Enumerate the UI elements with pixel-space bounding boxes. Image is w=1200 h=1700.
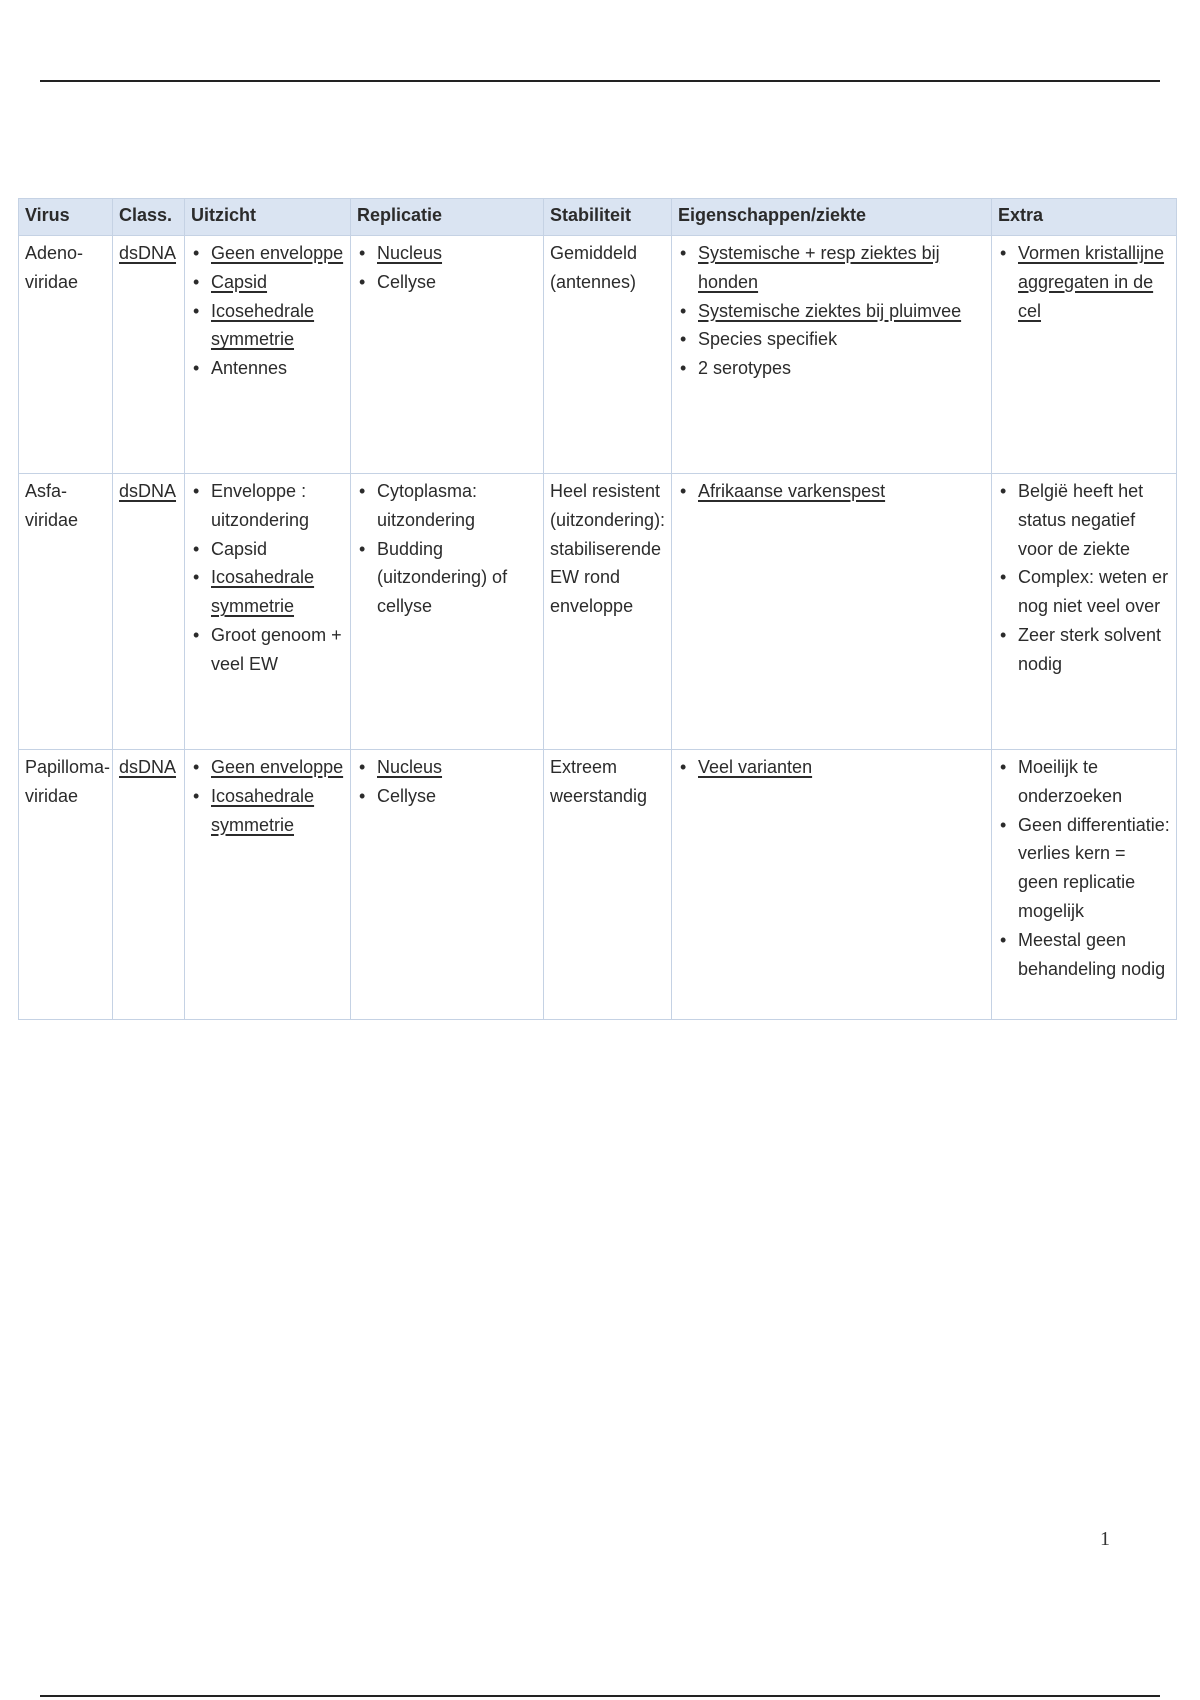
header-class: Class. (113, 199, 185, 236)
uitzicht-list (191, 239, 344, 383)
list-item: • Veel varianten (698, 753, 985, 782)
list-item: • Zeer sterk solvent nodig (1018, 621, 1170, 679)
cell-replicatie (351, 236, 544, 474)
eigenschappen-list (678, 239, 985, 383)
list-item: • België heeft het status negatief voor de ziekte (1018, 477, 1170, 563)
cell-virus: Adeno-viridae (19, 236, 113, 474)
footer-rule (40, 1695, 1160, 1697)
cell-replicatie (351, 750, 544, 1020)
list-item: • Moeilijk te onderzoeken (1018, 753, 1170, 811)
list-item: • Budding (uitzondering) of cellyse (377, 535, 537, 621)
list-item: • Systemische + resp ziektes bij honden (698, 239, 985, 297)
list-item: • 2 serotypes (698, 354, 985, 383)
virus-table (18, 198, 1177, 1020)
replicatie-list (357, 477, 537, 621)
header-replicatie: Replicatie (351, 199, 544, 236)
header-virus: Virus (19, 199, 113, 236)
list-item: • Systemische ziektes bij pluimvee (698, 297, 985, 326)
list-item: • Capsid (211, 535, 344, 564)
list-item: • Enveloppe : uitzondering (211, 477, 344, 535)
cell-eigenschappen (672, 474, 992, 750)
header-extra: Extra (992, 199, 1177, 236)
cell-extra (992, 236, 1177, 474)
class-value: dsDNA (119, 757, 177, 777)
list-item: • Vormen kristallijne aggregaten in de cel (1018, 239, 1170, 325)
replicatie-list (357, 753, 537, 811)
cell-eigenschappen (672, 236, 992, 474)
uitzicht-list (191, 753, 344, 839)
cell-virus: Asfa-viridae (19, 474, 113, 750)
cell-class (113, 236, 185, 474)
cell-uitzicht (185, 750, 351, 1020)
header-stabiliteit: Stabiliteit (544, 199, 672, 236)
list-item: • Cytoplasma: uitzondering (377, 477, 537, 535)
extra-list (998, 477, 1170, 679)
class-value: dsDNA (119, 243, 177, 263)
list-item: • Geen differentiatie: verlies kern = geen replicatie mogelijk (1018, 811, 1170, 926)
list-item: • Afrikaanse varkenspest (698, 477, 985, 506)
cell-stabiliteit: Extreem weerstandig (544, 750, 672, 1020)
list-item: • Antennes (211, 354, 344, 383)
list-item: • Icosahedrale symmetrie (211, 782, 344, 840)
list-item: • Nucleus (377, 753, 537, 782)
uitzicht-list (191, 477, 344, 679)
eigenschappen-list (678, 753, 985, 782)
list-item: • Icosahedrale symmetrie (211, 563, 344, 621)
table-header-row (19, 199, 1177, 236)
class-value: dsDNA (119, 481, 177, 501)
header-eigenschappen: Eigenschappen/ziekte (672, 199, 992, 236)
cell-eigenschappen (672, 750, 992, 1020)
extra-list (998, 753, 1170, 983)
replicatie-list (357, 239, 537, 297)
table-row (19, 474, 1177, 750)
extra-list (998, 239, 1170, 325)
cell-uitzicht (185, 474, 351, 750)
list-item: • Species specifiek (698, 325, 985, 354)
eigenschappen-list (678, 477, 985, 506)
list-item: • Geen enveloppe (211, 239, 344, 268)
cell-virus: Papilloma-viridae (19, 750, 113, 1020)
cell-replicatie (351, 474, 544, 750)
list-item: • Cellyse (377, 268, 537, 297)
list-item: • Complex: weten er nog niet veel over (1018, 563, 1170, 621)
list-item: • Groot genoom + veel EW (211, 621, 344, 679)
table-row (19, 750, 1177, 1020)
list-item: • Geen enveloppe (211, 753, 344, 782)
list-item: • Meestal geen behandeling nodig (1018, 926, 1170, 984)
header-uitzicht: Uitzicht (185, 199, 351, 236)
cell-class (113, 750, 185, 1020)
cell-uitzicht (185, 236, 351, 474)
table-row (19, 236, 1177, 474)
cell-stabiliteit: Gemiddeld (antennes) (544, 236, 672, 474)
page-number: 1 (1100, 1528, 1110, 1550)
list-item: • Icosehedrale symmetrie (211, 297, 344, 355)
list-item: • Capsid (211, 268, 344, 297)
list-item: • Nucleus (377, 239, 537, 268)
list-item: • Cellyse (377, 782, 537, 811)
cell-extra (992, 474, 1177, 750)
header-rule (40, 80, 1160, 82)
cell-class (113, 474, 185, 750)
cell-extra (992, 750, 1177, 1020)
cell-stabiliteit: Heel resistent (uitzondering): stabiliserende EW rond enveloppe (544, 474, 672, 750)
